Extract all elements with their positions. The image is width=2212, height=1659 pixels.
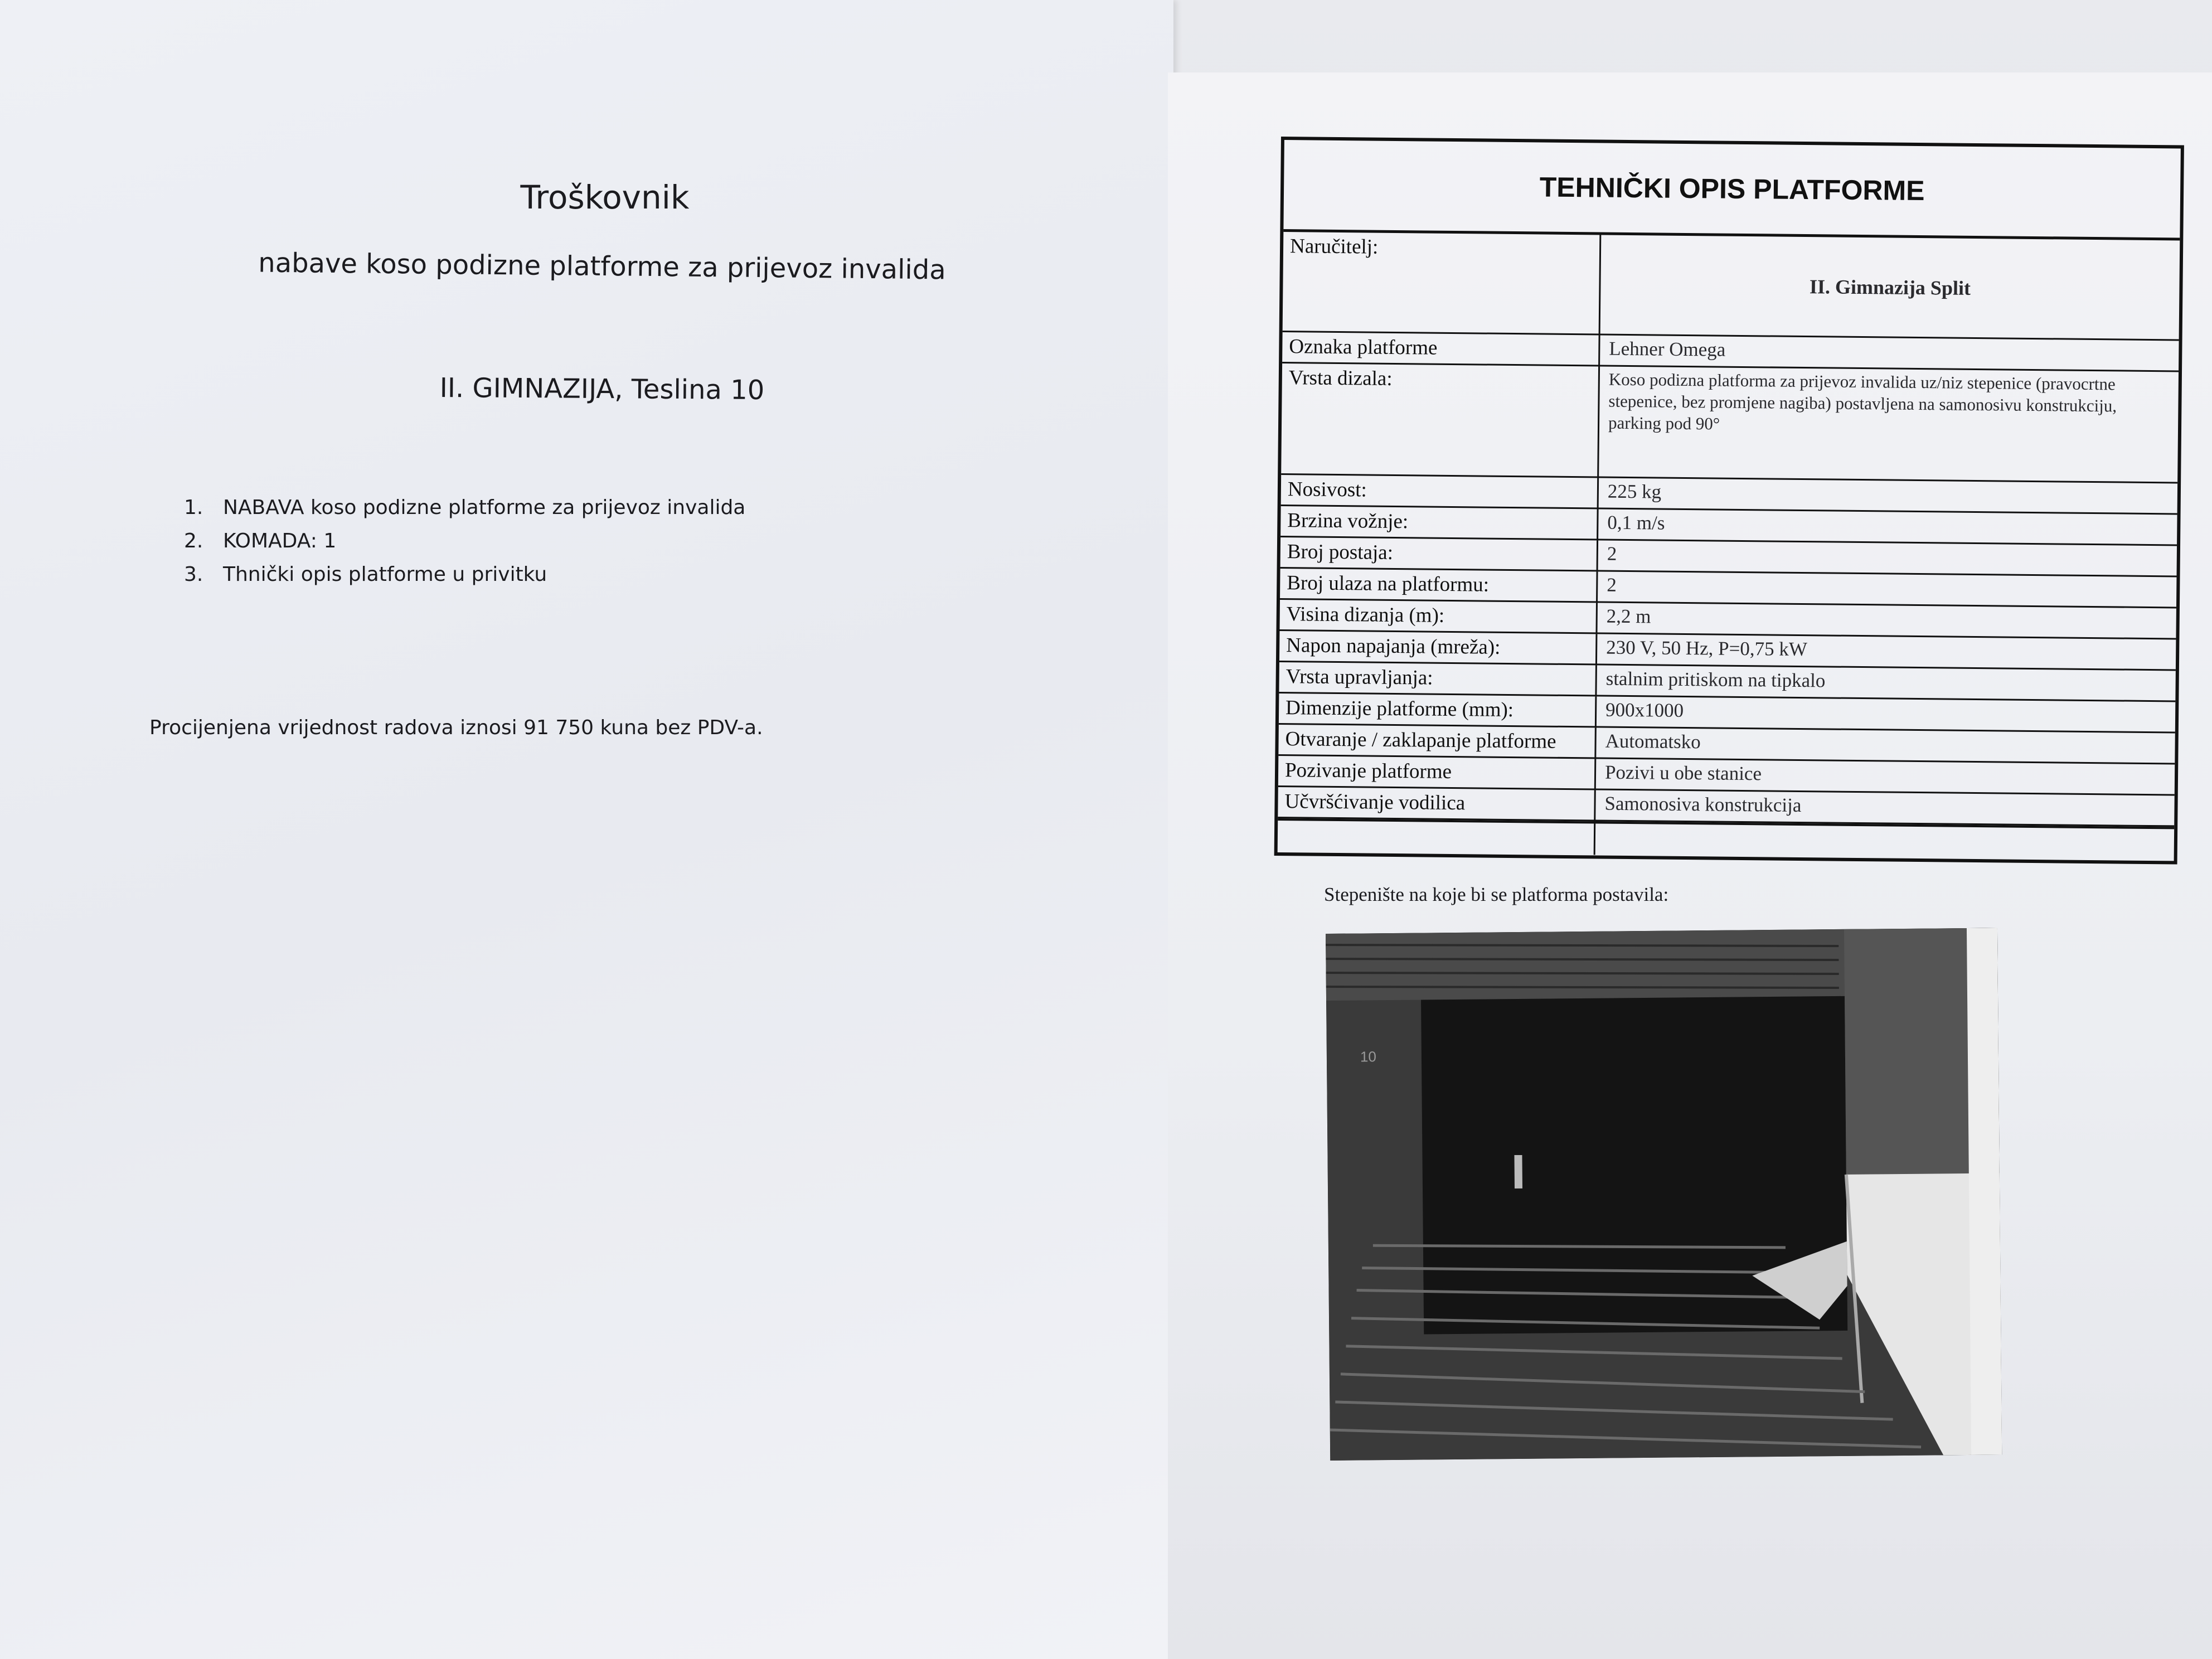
list-item-text: KOMADA: 1: [223, 529, 337, 552]
row-value: 230 V, 50 Hz, P=0,75 kW: [1606, 636, 1808, 661]
row-label: Oznaka platforme: [1282, 332, 1600, 365]
list-item: [184, 557, 745, 591]
row-value: 900x1000: [1605, 698, 1684, 721]
staircase-photo: [1326, 928, 2002, 1460]
document-subtitle: nabave koso podizne platforme za prijevoz invalida: [258, 247, 946, 286]
photo-house-number: 10: [1360, 1048, 1376, 1065]
row-label: Brzina vožnje:: [1280, 506, 1598, 539]
row-value: 2,2 m: [1606, 605, 1651, 628]
document-title: Troškovnik: [520, 178, 690, 216]
row-label: Otvaranje / zaklapanje platforme: [1278, 725, 1596, 757]
row-label: Broj postaja:: [1280, 537, 1598, 570]
row-label: Dimenzije platforme (mm):: [1279, 693, 1597, 726]
table-row: [1283, 232, 2180, 341]
row-label: Nosivost:: [1281, 475, 1599, 507]
row-label-empty: [1278, 821, 1596, 855]
row-value: Pozivi u obe stanice: [1604, 761, 1762, 785]
row-value: Samonosiva konstrukcija: [1604, 792, 1802, 817]
row-value: 0,1 m/s: [1607, 511, 1665, 534]
row-value: 2: [1607, 574, 1617, 596]
list-item: [184, 524, 745, 557]
list-item-number: 3.: [184, 562, 203, 586]
row-value: stalnim pritiskom na tipkalo: [1605, 667, 1826, 692]
staircase-photo-graphic: [1326, 928, 2002, 1460]
client-value: II. Gimnazija Split: [1809, 275, 1971, 299]
row-label: Visina dizanja (m):: [1280, 600, 1598, 632]
row-value: 225 kg: [1607, 480, 1662, 503]
type-value: Koso podizna platforma za prijevoz invalida uz/niz stepenice (pravocrtne stepenice, bez promjene nagiba) postavljena na samonosivu konstrukciju, parking pod 90°: [1608, 369, 2117, 434]
row-label: Učvršćivanje vodilica: [1278, 787, 1595, 819]
row-label: Vrsta upravljanja:: [1279, 662, 1597, 695]
row-label: Pozivanje platforme: [1278, 756, 1596, 788]
list-item-text: NABAVA koso podizne platforme za prijevoz invalida: [223, 496, 746, 519]
spec-table-title: TEHNIČKI OPIS PLATFORME: [1283, 140, 2181, 240]
list-item-number: 2.: [184, 529, 203, 552]
list-item-number: 1.: [184, 496, 203, 519]
row-value-empty: [1595, 823, 2174, 860]
table-row: [1281, 363, 2179, 483]
row-value: 2: [1607, 542, 1617, 565]
photo-caption: Stepenište na koje bi se platforma postavila:: [1324, 884, 1669, 905]
item-list: [184, 491, 745, 591]
row-value: Lehner Omega: [1609, 337, 1726, 361]
spec-table: [1274, 137, 2184, 864]
type-label: Vrsta dizala:: [1281, 363, 1600, 476]
estimated-value: Procijenjena vrijednost radova iznosi 91 750 kuna bez PDV-a.: [149, 716, 763, 739]
list-item-text: Thnički opis platforme u privitku: [223, 562, 547, 586]
row-label: Broj ulaza na platformu:: [1280, 569, 1598, 601]
school-address: II. GIMNAZIJA, Teslina 10: [439, 372, 765, 406]
list-item: [184, 491, 745, 524]
row-label: Napon napajanja (mreža):: [1279, 631, 1597, 663]
row-value: Automatsko: [1605, 730, 1701, 753]
client-label: Naručitelj:: [1283, 232, 1602, 333]
